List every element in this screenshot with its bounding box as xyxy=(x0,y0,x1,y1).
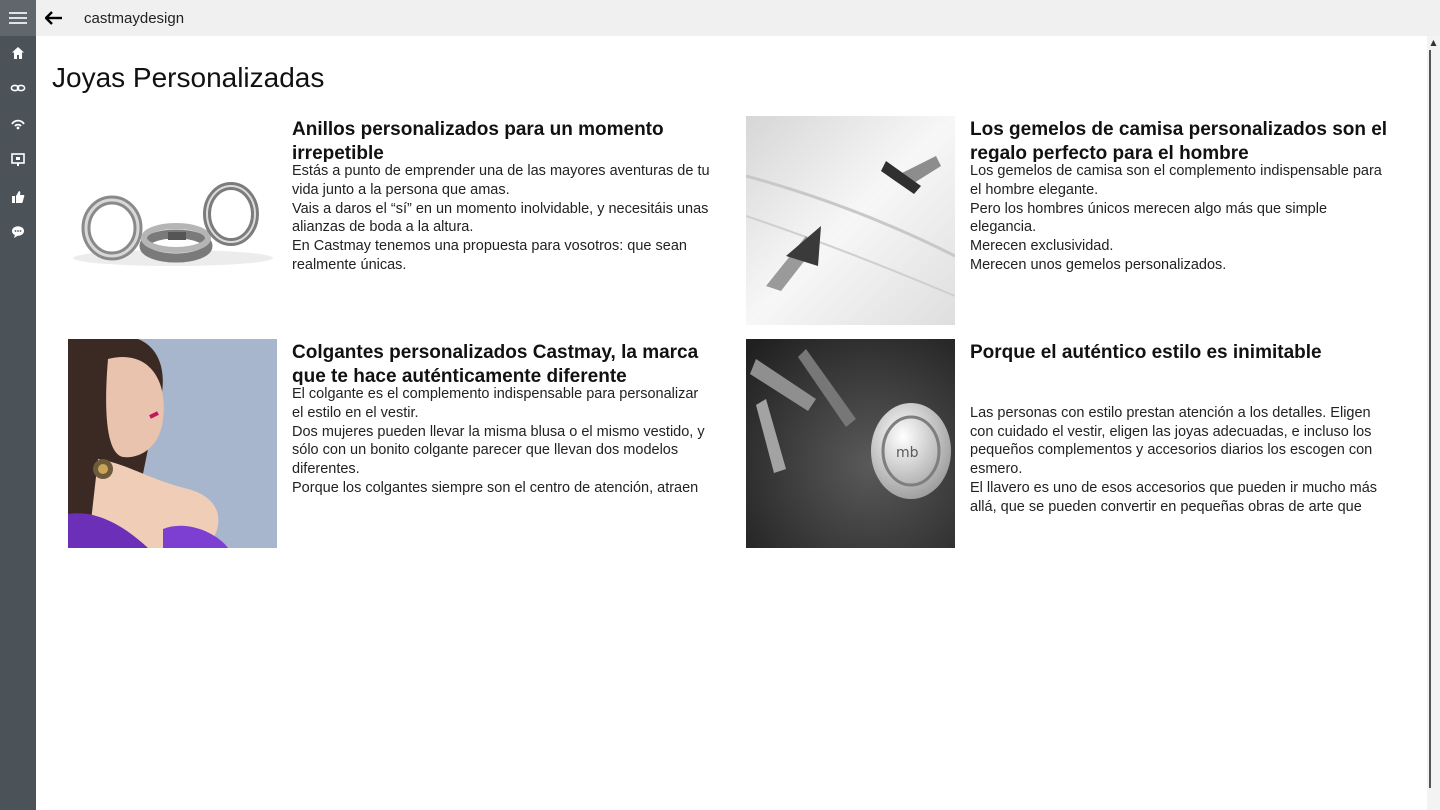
page-title: Joyas Personalizadas xyxy=(52,62,325,93)
article-paragraph: Los gemelos de camisa son el complemento indispensable para el hombre elegante. xyxy=(970,163,1382,198)
article-paragraph: En Castmay tenemos una propuesta para vosotros: que sean realmente únicas. xyxy=(292,238,687,273)
article-heading: Los gemelos de camisa personalizados son el regalo perfecto para el hombre xyxy=(970,119,1388,162)
cufflinks-image xyxy=(746,116,955,325)
article-card-keychain[interactable] xyxy=(746,339,1396,549)
article-paragraph: El colgante es el complemento indispensable para personalizar el estilo en el vestir. xyxy=(292,386,699,421)
article-card-pendants[interactable] xyxy=(68,339,718,549)
article-paragraph: Porque los colgantes siempre son el centro de atención, atraen xyxy=(292,479,699,496)
keychain-image xyxy=(746,339,955,548)
sidebar-item-broadcast[interactable] xyxy=(0,106,36,142)
article-heading: Colgantes personalizados Castmay, la marca que te hace auténticamente diferente xyxy=(292,342,699,385)
rings-image xyxy=(68,116,277,325)
article-body xyxy=(292,385,712,525)
article-body xyxy=(970,162,1390,302)
article-paragraph: Estás a punto de emprender una de las mayores aventuras de tu vida junto a la persona que amas. xyxy=(292,163,710,198)
svg-text:mb: mb xyxy=(896,445,919,461)
chat-icon xyxy=(11,225,25,239)
article-body xyxy=(292,162,712,302)
back-arrow-icon xyxy=(45,11,63,25)
article-heading: Anillos personalizados para un momento irrepetible xyxy=(292,119,664,162)
article-card-rings[interactable] xyxy=(68,116,718,326)
sidebar-item-presentation[interactable] xyxy=(0,142,36,178)
article-body xyxy=(970,385,1390,525)
article-paragraph: Dos mujeres pueden llevar la misma blusa o el mismo vestido, y sólo con un bonito colgante parecer que llevan dos modelos diferentes. xyxy=(292,423,705,478)
article-paragraph xyxy=(970,385,1390,404)
article-paragraph: Pero los hombres únicos merecen algo más que simple elegancia. xyxy=(970,200,1328,236)
sidebar-item-link[interactable] xyxy=(0,70,36,106)
article-paragraph: Merecen unos gemelos personalizados. xyxy=(970,256,1227,273)
wifi-icon xyxy=(10,118,26,130)
app-title: castmaydesign xyxy=(84,10,185,27)
article-paragraph: Las personas con estilo prestan atención a los detalles. Eligen con cuidado el vestir, eligen las joyas adecuadas, e incluso los pequeños complementos y accesorios diarios los escogen con esmero. xyxy=(970,404,1373,478)
sidebar-item-like[interactable] xyxy=(0,179,36,215)
presentation-icon xyxy=(11,153,25,167)
menu-button[interactable] xyxy=(0,0,36,36)
scroll-up-icon[interactable]: ▲ xyxy=(1430,37,1437,47)
title-bar xyxy=(36,0,1440,36)
sidebar xyxy=(0,0,36,810)
scrollbar-thumb[interactable] xyxy=(1429,50,1431,788)
menu-icon xyxy=(9,11,27,25)
vertical-scrollbar[interactable] xyxy=(1427,36,1440,810)
article-paragraph: El llavero es uno de esos accesorios que pueden ir mucho más allá, que se pueden convertir en pequeñas obras de arte que xyxy=(970,479,1378,515)
link-icon xyxy=(10,83,26,93)
article-card-cufflinks[interactable] xyxy=(746,116,1396,326)
home-icon xyxy=(11,46,25,60)
back-button[interactable] xyxy=(36,0,72,36)
thumbs-up-icon xyxy=(11,190,25,204)
article-paragraph: Vais a daros el “sí” en un momento inolvidable, y necesitáis unas alianzas de boda a la altura. xyxy=(292,200,709,236)
article-paragraph: Merecen exclusividad. xyxy=(970,238,1114,255)
sidebar-item-chat[interactable] xyxy=(0,214,36,250)
pendant-model-image xyxy=(68,339,277,548)
article-heading: Porque el auténtico estilo es inimitable xyxy=(970,342,1322,363)
sidebar-item-home[interactable] xyxy=(0,35,36,71)
